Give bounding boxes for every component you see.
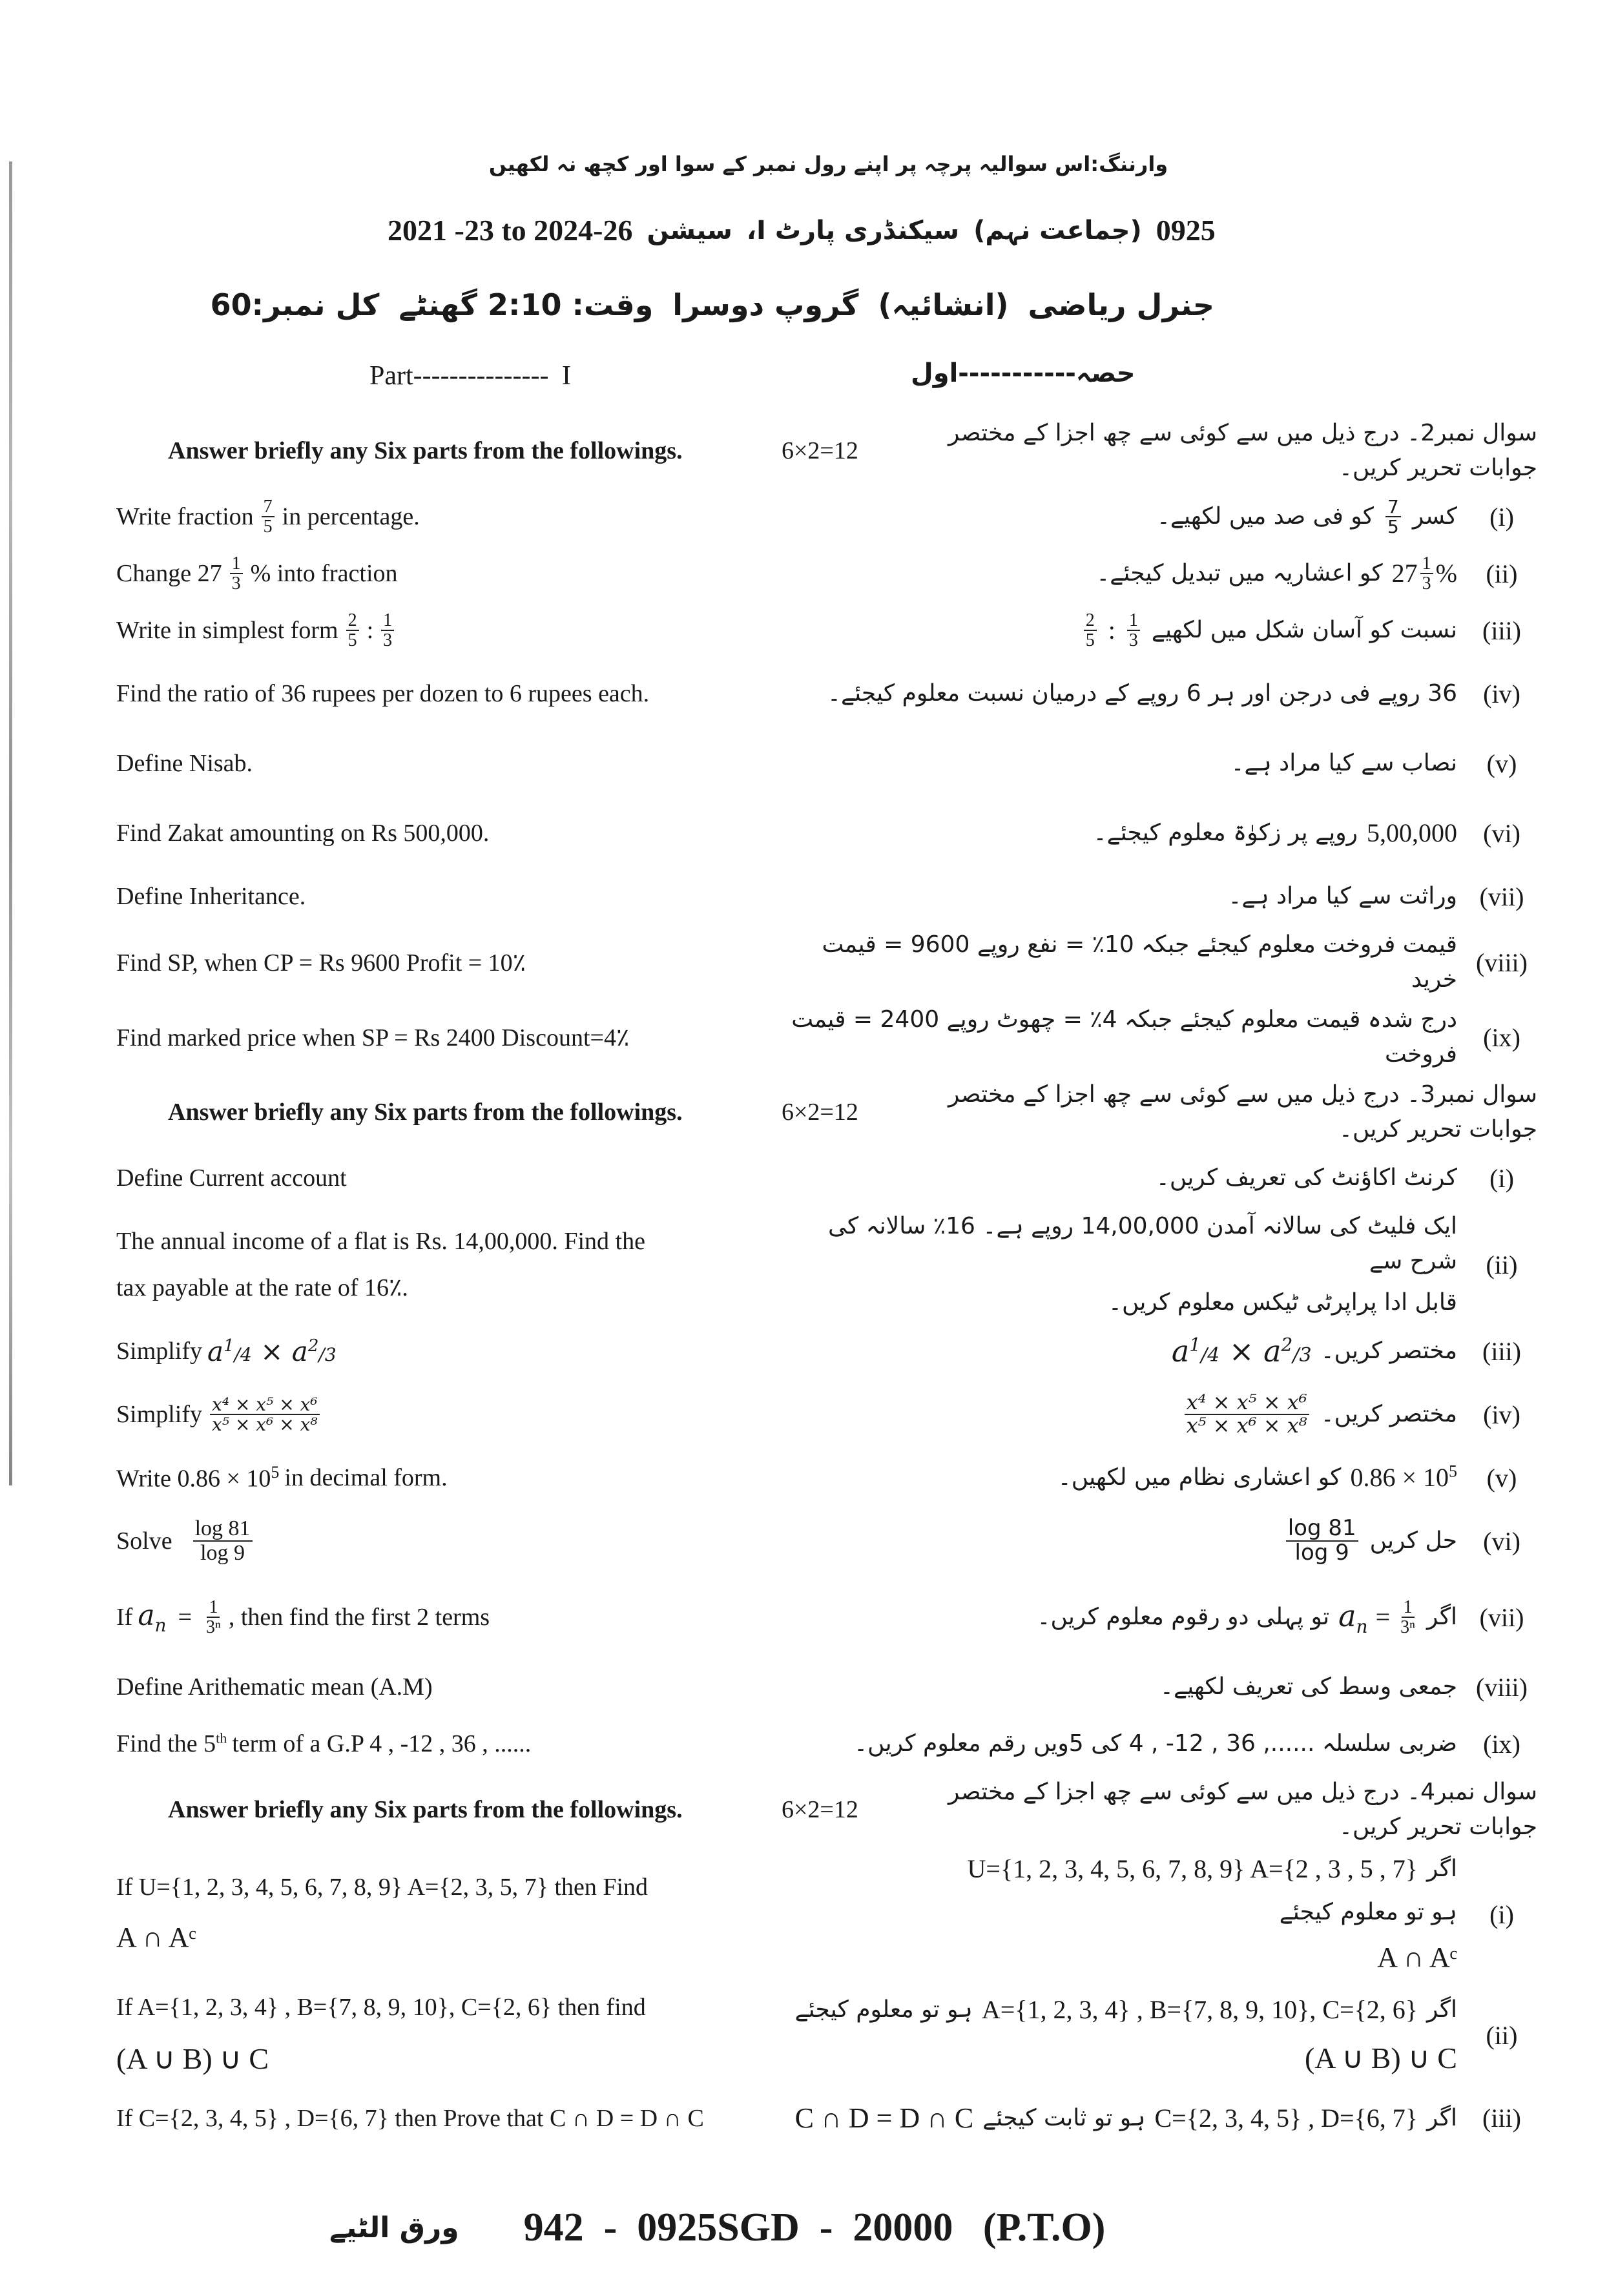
text: Find marked price when SP = Rs 2400 Discount=4٪	[116, 1024, 630, 1051]
q4-i	[97, 1847, 1537, 1981]
q3-instruction-en: Answer briefly any Six parts from the followings.	[168, 1099, 683, 1126]
q4-i-en	[97, 1864, 769, 1965]
text: % into fraction	[250, 560, 398, 587]
q4-ii-en-expr: (A ∪ B) ∪ C	[116, 2042, 269, 2076]
q3-iii	[97, 1323, 1537, 1380]
fraction	[381, 611, 394, 650]
base: a	[1263, 1333, 1281, 1369]
q3-iv	[97, 1380, 1537, 1449]
q4-instruction-en: Answer briefly any Six parts from the followings.	[168, 1796, 683, 1823]
item-number: (i)	[1489, 1899, 1514, 1929]
text: Define Inheritance.	[116, 883, 306, 910]
fraction	[210, 1395, 320, 1434]
q2-vi-en	[97, 819, 769, 847]
fraction	[1185, 1392, 1309, 1436]
text: , then find the first 2 terms	[228, 1604, 490, 1631]
q4-ii	[97, 1981, 1537, 2090]
text: ایک فلیٹ کی سالانہ آمدن 14,00,000 روپے ہے۔ 16٪ سالانہ کی شرح سے	[827, 1213, 1457, 1274]
denominator: 5	[263, 517, 273, 537]
numerator: 2	[1084, 611, 1097, 631]
math	[1081, 611, 1143, 650]
q2-instruction-ur-text: سوال نمبر2۔ درج ذیل میں سے کوئی سے چھ اجزا کے مختصر جوابات تحریر کریں۔	[948, 420, 1537, 481]
questions	[97, 413, 1537, 2251]
text: ہو تو ثابت کیجئے	[982, 2104, 1146, 2131]
warning-line: وارننگ:اس سوالیہ پرچہ پر اپنے رول نمبر کے سوا اور کچھ نہ لکھیں	[488, 152, 1168, 176]
sets: A={1, 2, 3, 4} , B={7, 8, 9, 10}, C={2, 6}	[981, 1995, 1418, 2025]
text: If	[116, 1604, 133, 1631]
item-number: (iv)	[1483, 679, 1520, 708]
denominator: log 9	[1294, 1540, 1349, 1566]
text: Find SP, when CP = Rs 9600 Profit = 10٪	[116, 949, 526, 977]
item-number: (iii)	[1482, 1336, 1521, 1366]
item-number: (ii)	[1486, 559, 1518, 588]
denominator: x⁵ × x⁶ × x⁸	[1186, 1413, 1307, 1438]
text: Simplify	[116, 1401, 203, 1428]
text: If C={2, 3, 4, 5} , D={6, 7} then Prove that C ∩ D = D ∩ C	[116, 2104, 704, 2132]
text: اگر	[1426, 1604, 1457, 1630]
text: وراثت سے کیا مراد ہے۔	[1228, 883, 1457, 909]
text: کو اعشاریہ میں تبدیل کیجئے۔	[1096, 560, 1383, 586]
text: Find Zakat amounting on Rs 500,000.	[116, 820, 490, 847]
denominator: x⁵ × x⁶ × x⁸	[212, 1414, 318, 1435]
number	[1350, 1458, 1457, 1497]
q2-ii-ur	[782, 554, 1537, 594]
item-number: (vii)	[1479, 882, 1524, 911]
item-number: (i)	[1489, 1163, 1514, 1193]
q3-v-ur	[782, 1458, 1537, 1497]
q2-iv-en	[97, 679, 769, 708]
text: درج شدہ قیمت معلوم کیجئے جبکہ 4٪ = چھوٹ روپے 2400 = قیمت فروخت	[791, 1006, 1457, 1068]
text: Simplify	[116, 1338, 203, 1365]
denominator: 5	[1085, 630, 1095, 650]
q3-vi-en	[97, 1517, 769, 1564]
q4-instruction-ur	[782, 1775, 1537, 1845]
q2-i-ur	[782, 497, 1537, 537]
q4-ii-ur	[782, 1991, 1537, 2080]
q3-vii	[97, 1576, 1537, 1659]
q3-ii-ur-line2: قابل ادا پراپرٹی ٹیکس معلوم کریں۔	[1108, 1289, 1457, 1316]
fraction	[1400, 1598, 1415, 1637]
times: ×	[260, 1335, 284, 1367]
q4-i-ur-expr: A ∩ Aᶜ	[1377, 1941, 1457, 1973]
math	[1392, 554, 1457, 594]
exponent-den: /3	[318, 1343, 337, 1365]
item-number: (vi)	[1483, 1526, 1520, 1556]
q4-ii-en	[97, 1984, 769, 2087]
text	[116, 1463, 279, 1493]
text: Define Arithematic mean (A.M)	[116, 1673, 433, 1701]
item-number: (ix)	[1483, 1022, 1520, 1052]
q3-iii-ur	[782, 1329, 1537, 1374]
denominator: 3ⁿ	[206, 1617, 221, 1637]
colon: :	[366, 617, 374, 644]
q3-vi	[97, 1506, 1537, 1576]
item-number: (i)	[1489, 502, 1514, 532]
q4-iii	[97, 2090, 1537, 2147]
q2-viii-ur	[782, 927, 1537, 997]
item-number: (vi)	[1483, 818, 1520, 848]
sets: U={1, 2, 3, 4, 5, 6, 7, 8, 9} A={2 , 3 , 5 , 7}	[967, 1854, 1418, 1883]
q3-instruction-ur	[782, 1077, 1537, 1147]
q3-ii-en-line1: The annual income of a flat is Rs. 14,00,000. Find the	[116, 1227, 645, 1255]
text: اگر	[1426, 1856, 1457, 1882]
numerator: 1	[1420, 554, 1433, 574]
q3-marks: 6×2=12	[782, 1099, 858, 1126]
q2-viii	[97, 925, 1537, 1000]
q3-v-en	[97, 1463, 769, 1493]
q3-ii-en-line2: tax payable at the rate of 16٪.	[116, 1274, 408, 1301]
subject-title: جنرل ریاضی	[1028, 287, 1214, 322]
q2-viii-en	[97, 948, 769, 977]
numerator: 1	[381, 611, 394, 631]
q3-instruction-ur-text: سوال نمبر3۔ درج ذیل میں سے کوئی سے چھ اجزا کے مختصر جوابات تحریر کریں۔	[948, 1081, 1537, 1143]
time-allowed: وقت: 2:10 گھنٹے	[399, 287, 654, 322]
denominator: 5	[1387, 516, 1399, 537]
q3-header	[97, 1075, 1537, 1150]
denominator: log 9	[200, 1541, 245, 1565]
denominator: 3ⁿ	[1400, 1617, 1415, 1637]
text: Define Current account	[116, 1164, 347, 1192]
text: 36 روپے فی درجن اور ہر 6 روپے کے درمیان نسبت معلوم کیجئے۔	[827, 680, 1457, 707]
base: a	[291, 1335, 308, 1367]
part-label: سیکنڈری پارٹ I،	[746, 215, 960, 245]
q3-ii-en	[97, 1218, 769, 1311]
item-number: (viii)	[1476, 1672, 1528, 1702]
q4-marks: 6×2=12	[782, 1796, 858, 1823]
subscript: n	[1356, 1616, 1368, 1638]
text	[116, 1730, 227, 1758]
text: Write fraction	[116, 503, 254, 530]
text: نسبت کو آسان شکل میں لکھیے	[1151, 617, 1457, 643]
q3-viii-ur	[782, 1670, 1537, 1704]
q2-ii-en	[97, 554, 769, 594]
session-line	[388, 213, 1216, 247]
equals: =	[1375, 1602, 1391, 1631]
fraction	[206, 1598, 221, 1637]
text: If A={1, 2, 3, 4} , B={7, 8, 9, 10}, C={2, 6} then find	[116, 1994, 646, 2021]
text: Find the 5	[116, 1730, 216, 1757]
numerator: log 81	[193, 1517, 253, 1542]
fraction	[230, 554, 243, 594]
text: روپے پر زکوٰۃ معلوم کیجئے۔	[1093, 820, 1358, 846]
q4-ii-ur-expr: (A ∪ B) ∪ C	[1304, 2042, 1457, 2075]
q2-vi	[97, 798, 1537, 868]
fraction	[1127, 611, 1140, 650]
exponent: 5	[271, 1462, 280, 1482]
text: اگر	[1426, 1996, 1457, 2023]
q4-instruction-ur-text: سوال نمبر4۔ درج ذیل میں سے کوئی سے چھ اجزا کے مختصر جوابات تحریر کریں۔	[948, 1779, 1537, 1840]
part-heading-en	[369, 360, 571, 391]
text: ہو تو معلوم کیجئے	[794, 1996, 973, 2023]
footer	[97, 2205, 1537, 2251]
times: ×	[1229, 1333, 1254, 1369]
text: in decimal form.	[284, 1464, 448, 1491]
a: a	[138, 1598, 155, 1632]
subscript: n	[154, 1614, 167, 1636]
numerator: x⁴ × x⁵ × x⁶	[1185, 1392, 1309, 1415]
part-heading-ur: حصہ-----------اول	[911, 358, 1136, 388]
denominator: 3	[383, 630, 393, 650]
equals: =	[178, 1604, 192, 1631]
numerator: log 81	[1286, 1517, 1358, 1542]
base: a	[1171, 1333, 1190, 1369]
q3-viii-en	[97, 1673, 769, 1701]
text: Change 27	[116, 560, 222, 587]
term	[138, 1599, 166, 1636]
text: کو فی صد میں لکھیے۔	[1156, 503, 1374, 530]
q2-iii-en	[97, 611, 769, 650]
item-number: (ii)	[1486, 2021, 1518, 2051]
q4-iii-en	[97, 2104, 769, 2133]
exponent: 2	[1281, 1334, 1293, 1356]
exponent: 1	[1189, 1334, 1201, 1356]
q2-ii	[97, 545, 1537, 602]
expression	[1172, 1329, 1312, 1374]
q2-header	[97, 413, 1537, 488]
percent: %	[1435, 559, 1457, 588]
exponent: 1	[223, 1336, 234, 1356]
text: کرنٹ اکاؤنٹ کی تعریف کریں۔	[1156, 1164, 1457, 1191]
scan-margin-line	[9, 161, 12, 1485]
q3-ix-en	[97, 1730, 769, 1758]
item-number: (viii)	[1476, 947, 1528, 977]
item-number: (v)	[1486, 749, 1517, 778]
q2-marks: 6×2=12	[782, 437, 858, 464]
item-number: (v)	[1486, 1463, 1517, 1493]
numerator: 1	[207, 1598, 220, 1618]
denominator: 5	[347, 630, 357, 650]
whole: 27	[1391, 559, 1418, 588]
text: If U={1, 2, 3, 4, 5, 6, 7, 8, 9} A={2, 3, 5, 7} then Find	[116, 1874, 648, 1901]
class-label: (جماعت نہم)	[973, 215, 1142, 245]
q2-i	[97, 488, 1537, 545]
q3-vi-ur	[782, 1517, 1537, 1564]
mantissa: 0.86 × 10	[1350, 1463, 1449, 1492]
numerator: x⁴ × x⁵ × x⁶	[210, 1395, 320, 1415]
q2-vii	[97, 868, 1537, 925]
base: a	[207, 1335, 224, 1367]
denominator: 3	[1422, 574, 1431, 594]
expression	[207, 1336, 337, 1367]
text: کو اعشاری نظام میں لکھیں۔	[1057, 1464, 1342, 1491]
q2-ix-ur	[782, 1002, 1537, 1072]
q3-ix-ur	[782, 1726, 1537, 1761]
fraction	[1420, 554, 1433, 594]
fraction	[1286, 1517, 1358, 1564]
part-number-en: I	[561, 361, 571, 391]
text: in percentage.	[282, 503, 420, 530]
text: ضربی سلسلہ ......, 36 , 12- , 4 کی 5ویں رقم معلوم کریں۔	[854, 1730, 1457, 1757]
numerator: 1	[1402, 1598, 1415, 1618]
a: a	[1338, 1598, 1356, 1633]
total-marks: کل نمبر:60	[210, 287, 380, 322]
q2-ix	[97, 1000, 1537, 1075]
text: term of a G.P 4 , -12 , 36 , ......	[232, 1730, 532, 1757]
q3-vii-ur	[782, 1594, 1537, 1640]
part-label-en: Part---------------	[369, 361, 549, 391]
fraction	[262, 497, 275, 537]
q3-iv-en	[97, 1395, 769, 1434]
numerator: 7	[262, 497, 275, 517]
item-number: (iv)	[1483, 1400, 1520, 1429]
exponent: 2	[307, 1336, 319, 1356]
amount: 5,00,000	[1367, 818, 1457, 847]
q4-i-ur	[782, 1850, 1537, 1979]
text: Find the ratio of 36 rupees per dozen to 6 rupees each.	[116, 680, 650, 707]
fraction	[1385, 497, 1401, 537]
denominator: 3	[1128, 630, 1138, 650]
paper-code: 0925	[1156, 214, 1216, 247]
numerator: 1	[230, 554, 243, 574]
session-label: سیشن	[647, 215, 732, 245]
text: قیمت فروخت معلوم کیجئے جبکہ 10٪ = نفع روپے 9600 = قیمت خرید	[822, 931, 1457, 993]
q3-v	[97, 1449, 1537, 1506]
q2-vii-en	[97, 882, 769, 911]
q3-iii-en	[97, 1336, 769, 1367]
denominator: 3	[231, 574, 241, 594]
session-years: 2021 -23 to 2024-26	[388, 214, 633, 247]
q3-ii-ur	[782, 1209, 1537, 1320]
q2-i-en	[97, 497, 769, 537]
colon: :	[1108, 615, 1115, 645]
numerator: 1	[1127, 611, 1140, 631]
text: Solve	[116, 1527, 172, 1555]
q4-i-en-expr: A ∩ Aᶜ	[116, 1921, 196, 1954]
q2-v	[97, 729, 1537, 798]
numerator: 7	[1385, 497, 1401, 517]
item-number: (ii)	[1486, 1250, 1518, 1279]
equation	[1338, 1594, 1418, 1640]
item-number: (vii)	[1479, 1602, 1524, 1632]
q2-vi-ur	[782, 814, 1537, 853]
q3-viii	[97, 1659, 1537, 1715]
text: مختصر کریں۔	[1320, 1338, 1457, 1364]
q3-ix	[97, 1715, 1537, 1772]
item-number: (iii)	[1482, 2104, 1521, 2133]
fraction	[346, 611, 359, 650]
turn-over-ur: ورق الٹیے	[329, 2211, 459, 2244]
term	[1338, 1594, 1367, 1640]
text: Define Nisab.	[116, 750, 253, 777]
text: حل کریں	[1369, 1527, 1457, 1554]
group-label: گروپ دوسرا	[672, 287, 859, 322]
q3-i-en	[97, 1164, 769, 1192]
fraction	[1084, 611, 1097, 650]
fraction	[193, 1517, 253, 1564]
subject-line	[210, 287, 1214, 322]
text: ہو تو معلوم کیجئے	[1279, 1899, 1457, 1925]
q2-vii-ur	[782, 879, 1537, 914]
q4-iii-ur	[782, 2097, 1537, 2140]
numerator: 2	[346, 611, 359, 631]
q3-ii	[97, 1206, 1537, 1323]
q3-vii-en	[97, 1598, 769, 1637]
text: Write in simplest form	[116, 617, 338, 644]
text: اگر	[1426, 2104, 1457, 2131]
q2-iii	[97, 602, 1537, 659]
paper-type: (انشائیہ)	[878, 287, 1009, 322]
q3-iv-ur	[782, 1392, 1537, 1436]
q2-instruction-en: Answer briefly any Six parts from the followings.	[168, 437, 683, 464]
text: تو پہلی دو رقوم معلوم کریں۔	[1037, 1604, 1330, 1630]
ordinal: th	[216, 1730, 227, 1746]
q2-v-en	[97, 749, 769, 778]
q3-i	[97, 1150, 1537, 1206]
exponent-den: /4	[234, 1343, 252, 1365]
q2-iii-ur	[782, 611, 1537, 650]
q3-i-ur	[782, 1161, 1537, 1195]
exponent-den: /4	[1201, 1343, 1220, 1367]
text: نصاب سے کیا مراد ہے۔	[1230, 750, 1457, 776]
q2-ix-en	[97, 1023, 769, 1052]
text: مختصر کریں۔	[1320, 1401, 1457, 1427]
q4-header	[97, 1772, 1537, 1847]
exponent: 5	[1449, 1462, 1457, 1481]
footer-code: 942 - 0925SGD - 20000 (P.T.O)	[523, 2205, 1106, 2249]
text: جمعی وسط کی تعریف لکھیے۔	[1159, 1673, 1457, 1700]
q2-v-ur	[782, 746, 1537, 781]
text: کسر	[1412, 503, 1457, 530]
expression: C ∩ D = D ∩ C	[794, 2102, 974, 2134]
item-number: (iii)	[1482, 615, 1521, 645]
exponent-den: /3	[1292, 1343, 1312, 1367]
q2-instruction-ur	[782, 416, 1537, 486]
sets: C={2, 3, 4, 5} , D={6, 7}	[1154, 2103, 1418, 2133]
q2-iv	[97, 659, 1537, 729]
q2-iv-ur	[782, 676, 1537, 711]
item-number: (ix)	[1483, 1729, 1520, 1759]
number: Write 0.86 × 10	[116, 1465, 271, 1493]
